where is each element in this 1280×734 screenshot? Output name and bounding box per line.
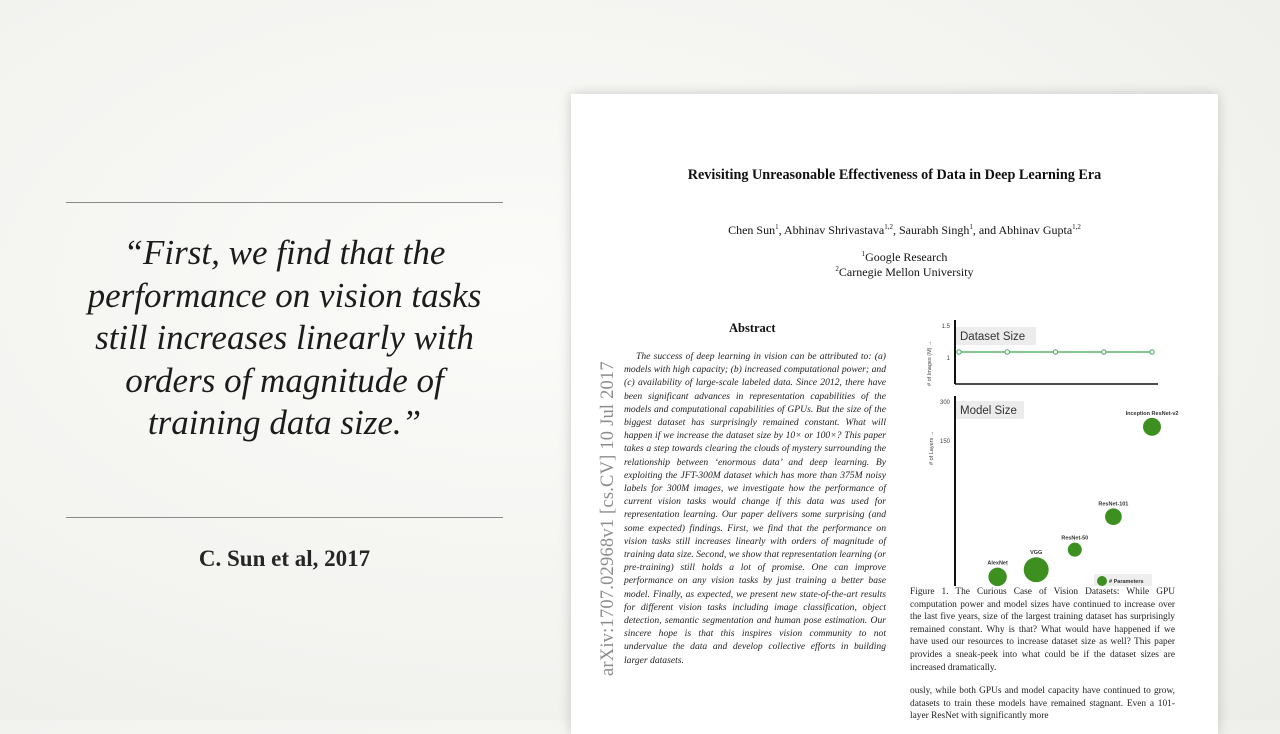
author-affil-sup: 1,2 — [884, 223, 893, 231]
y-tick-label: 1 — [946, 356, 950, 362]
panel-title: Dataset Size — [960, 331, 1026, 343]
legend-label: # Parameters — [1109, 579, 1144, 585]
panel-title: Model Size — [960, 405, 1017, 417]
paper-authors: Chen Sun$^1$, Abhinav Shrivastava$^{1,2}$, Saurabh Singh$^1$, and Abhinav Gupta$^{1,2}$ — [728, 223, 1081, 237]
affil-name: Carnegie Mellon University — [838, 265, 974, 279]
data-point — [1068, 543, 1082, 557]
point-label: ResNet-50 — [1061, 535, 1089, 542]
body-text-continuation: ously, while both GPUs and model capacity have continued to grow, datasets to train these models have remained stagnant. Even a 101-layer ResNet with significantly more — [910, 686, 1175, 722]
affil-sup: 2 — [835, 265, 839, 273]
quote-citation: C. Sun et al, 2017 — [198, 546, 371, 571]
y-axis-label: # of Layers → — [929, 430, 935, 465]
data-point — [1102, 350, 1106, 354]
data-point — [1024, 557, 1049, 582]
figure-1 — [910, 318, 1180, 591]
quote-rule-top — [66, 202, 503, 203]
data-point — [1005, 350, 1009, 354]
point-label: Inception ResNet-v2 — [1125, 410, 1179, 417]
abstract-body: The success of deep learning in vision can be attributed to: (a) models with high capacity; (b) increased computational power; and (c) availability of large-scale labeled data. Since 2012, there have been significant advances in representation capabilities of the models and computational capabilities of GPUs. But the size of the biggest dataset has surprisingly remained constant. What will happen if we increase the dataset size by 10× or 100×? This paper takes a step towards clearing the clouds of mystery surrounding the relationship between ‘enormous data’ and deep learning. By exploiting the JFT-300M dataset which has more than 375M noisy labels for 300M images, we investigate how the performance of current vision tasks would change if this data was used for representation learning. Our paper delivers some surprising (and some expected) findings. First, we find that the performance on vision tasks still increases linearly with orders of magnitude of training data size. Second, we show that representation learning (or pre-training) still holds a lot of promise. One can improve performance on any vision tasks by just training a better base model. Finally, as expected, we present new state-of-the-art results for different vision tasks including image classification, object detection, semantic segmentation and human pose estimation. Our sincere hope is that this inspires vision community to not undervalue the data and develop collective efforts in building larger datasets. — [624, 351, 886, 666]
figure-1-svg — [910, 318, 1180, 586]
author-affil-sup: 1 — [775, 223, 779, 231]
paper-title: Revisiting Unreasonable Effectiveness of Data in Deep Learning Era — [687, 167, 1102, 183]
affiliation-cmu — [571, 265, 1218, 280]
point-label: VGG — [1030, 550, 1043, 557]
data-point — [1143, 418, 1161, 436]
model-size-panel — [929, 396, 1178, 586]
author-affil-sup: 1,2 — [1072, 223, 1081, 231]
author-name: and Abhinav Gupta — [978, 223, 1073, 237]
author-name: Abhinav Shrivastava — [783, 223, 885, 237]
author-name: Chen Sun — [728, 223, 776, 237]
y-tick-label: 1.5 — [941, 324, 950, 330]
y-axis-label: # of Images (M) → — [927, 340, 933, 386]
legend-marker — [1097, 576, 1107, 586]
y-tick-label: 150 — [939, 439, 950, 445]
dataset-size-panel — [927, 320, 1158, 386]
quote-text: “First, we find that the performance on vision tasks still increases linearly with orders of magnitude of training data size.” — [87, 233, 482, 442]
abstract-heading: Abstract — [729, 321, 776, 335]
affil-sup: 1 — [861, 250, 866, 258]
data-point — [988, 568, 1006, 586]
data-point — [957, 350, 961, 354]
point-label: AlexNet — [987, 560, 1008, 567]
author-name: Saurabh Singh — [899, 223, 970, 237]
model-size-series — [987, 411, 1178, 586]
data-point — [1150, 350, 1154, 354]
dataset-size-series — [957, 350, 1154, 354]
paper-page — [571, 94, 1218, 734]
y-tick-label: 300 — [939, 400, 950, 406]
point-label: ResNet-101 — [1098, 501, 1129, 508]
arxiv-stamp: arXiv:1707.02968v1 [cs.CV] 10 Jul 2017 — [598, 361, 618, 676]
data-point — [1053, 350, 1057, 354]
author-affil-sup: 1 — [969, 223, 973, 231]
figure-caption: Figure 1. The Curious Case of Vision Datasets: While GPU computation power and model sizes have continued to increase over the last five years, size of the largest training dataset has surprisingly remained constant. Why is that? What would have happened if we have used our resources to increase dataset size as well? This paper provides a sneak-peek into what could be if the dataset sizes are increased dramatically. — [910, 587, 1175, 673]
quote-rule-bottom — [66, 517, 503, 518]
affil-name: Google Research — [865, 250, 948, 264]
data-point — [1105, 508, 1122, 525]
affiliation-google — [571, 250, 1218, 265]
